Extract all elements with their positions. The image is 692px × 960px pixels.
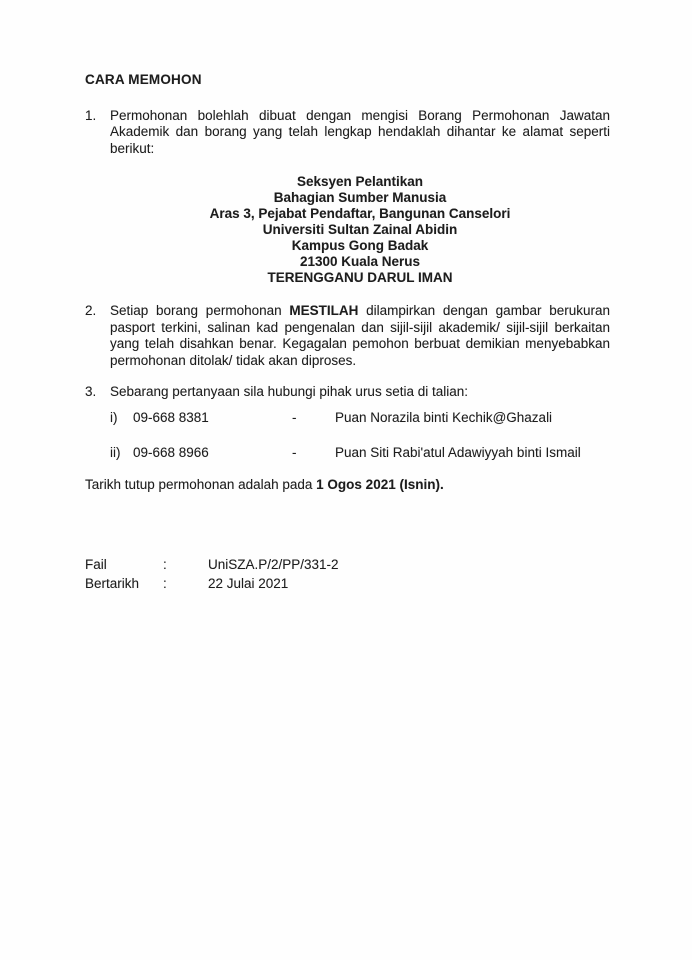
list-item-3-number: 3. (85, 384, 97, 399)
page-title: CARA MEMOHON (85, 72, 202, 87)
closing-date-bold: 1 Ogos 2021 (Isnin). (316, 476, 444, 492)
contact-name: Puan Norazila binti Kechik@Ghazali (335, 409, 553, 425)
list-item-1 (85, 108, 610, 287)
address-line: Seksyen Pelantikan (296, 174, 424, 189)
list-item-3 (85, 384, 610, 462)
list-item-2-bold-word: MESTILAH (289, 303, 359, 318)
list-item-1-number: 1. (85, 107, 97, 123)
contact-separator: - (292, 409, 297, 425)
list-item-2-text-after: dilampirkan dengan gambar berukuran pasport terkini, salinan kad pengenalan dan sijil-sijil akademik/ sijil-sijil berkaitan yang telah disahkan benar. Kegagalan pemohon berbuat demikian menyebabkan permohonan ditolak/ tidak akan diproses. (110, 303, 610, 368)
contact-row (110, 410, 610, 427)
mailing-address-block (110, 174, 610, 286)
closing-date-prefix: Tarikh tutup permohonan adalah pada (85, 476, 317, 492)
contact-separator: - (292, 445, 297, 460)
address-line: 21300 Kuala Nerus (299, 254, 421, 269)
file-reference-label: Bertarikh (85, 575, 140, 591)
file-reference-colon: : (163, 557, 167, 572)
contact-name: Puan Siti Rabi'atul Adawiyyah binti Ismail (335, 445, 581, 460)
address-line: Aras 3, Pejabat Pendaftar, Bangunan Canselori (209, 206, 511, 221)
file-reference-label: Fail (85, 557, 107, 572)
list-item-1-text: Permohonan bolehlah dibuat dengan mengisi Borang Permohonan Jawatan Akademik dan borang yang telah lengkap hendaklah dihantar ke alamat seperti berikut: (110, 107, 610, 156)
address-line: Universiti Sultan Zainal Abidin (262, 222, 458, 237)
contact-index: ii) (110, 445, 121, 460)
contact-index: i) (110, 409, 118, 425)
list-item-3-text: Sebarang pertanyaan sila hubungi pihak urus setia di talian: (110, 384, 468, 399)
list-item-2-text (110, 303, 610, 369)
closing-date-line (85, 477, 610, 494)
address-line: Bahagian Sumber Manusia (273, 190, 447, 205)
list-item-2 (85, 303, 610, 369)
address-line: Kampus Gong Badak (291, 238, 429, 253)
file-reference-colon: : (163, 575, 167, 591)
file-reference-row (85, 556, 610, 575)
address-line: TERENGGANU DARUL IMAN (267, 270, 453, 285)
file-reference-row (85, 575, 610, 594)
contact-phone: 09-668 8381 (133, 409, 209, 425)
file-reference-value: UniSZA.P/2/PP/331-2 (208, 557, 339, 572)
list-item-2-number: 2. (85, 303, 97, 318)
file-reference-block (85, 556, 610, 593)
file-reference-value: 22 Julai 2021 (208, 575, 289, 591)
list-item-2-text-before: Setiap borang permohonan (110, 303, 290, 318)
contact-row (110, 445, 610, 462)
contact-phone: 09-668 8966 (133, 445, 209, 460)
